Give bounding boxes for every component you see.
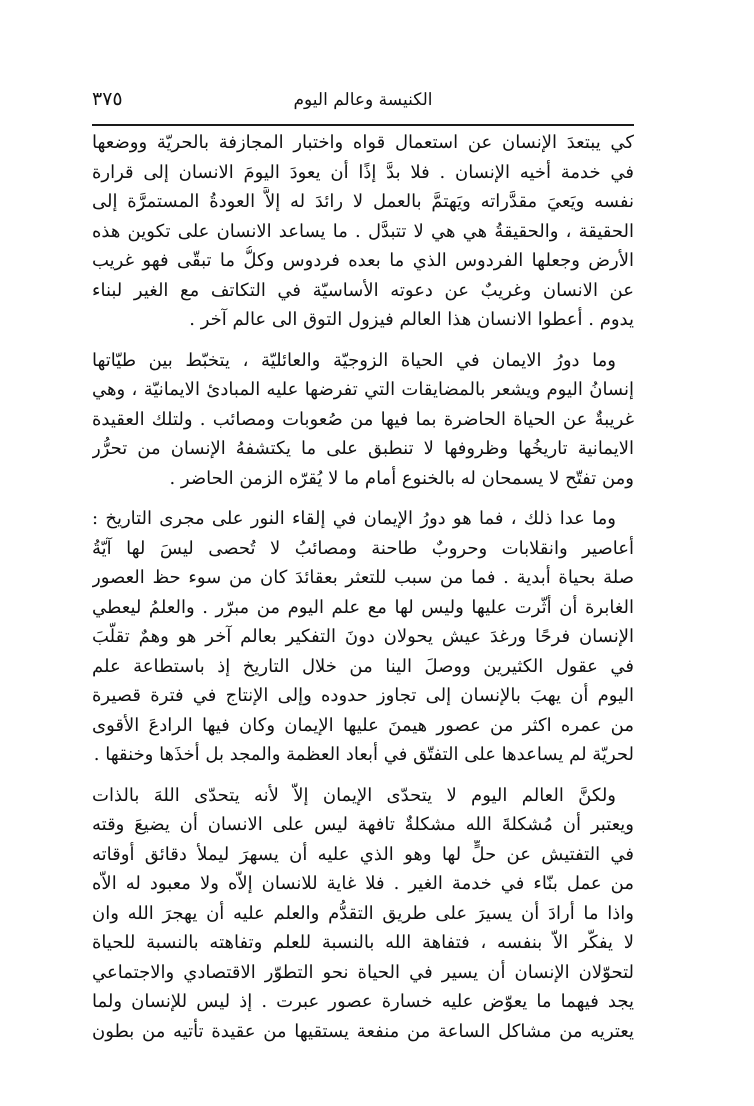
text-line: لتحوّلان الإنسان أن يسير في الحياة نحو التطوّر الاقتصادي والاجتماعي: [92, 961, 634, 983]
text-line: الإنسان فرحًا ورغدَ عيش يحولان دونَ التفكير بعالم آخر هو وهمٌ تقلّبَ: [92, 626, 634, 647]
page-number: ٣٧٥: [92, 88, 123, 110]
text-line: صلة بحياة أبدية . فما من سبب للتعثر بعقائدَ كان من سوء حظ العصور: [92, 567, 634, 588]
text-line: في التفتيش عن حلٍّ لها وهو الذي عليه أن يسهرَ ليملأ دقائق أوقاته: [92, 843, 634, 865]
text-line: إنسانُ اليوم ويشعر بالمضايقات التي تفرضها عليه المبادئ الايمانيّة ، وهي: [92, 379, 634, 400]
text-line: الايمانية تاريخُها وظروفها لا تنطبق على ما يكتشفهُ الإنسان من تحرُّر: [92, 438, 634, 459]
text-line: أعاصير وانقلابات وحروبٌ طاحنة ومصائبُ لا تُحصى ليسَ لها آيّةُ: [92, 537, 634, 559]
text-line: الأرض وجعلها الفردوس الذي ما بعده فردوس وكلُّ ما تبقّى فهو غريب: [92, 250, 634, 271]
text-line: الغابرة أن أثّرت عليها وليس لها مع علم اليوم من مبرّر . والعلمُ ليعطي: [92, 596, 634, 618]
text-line: ومن تفتّح لا يسمحان له بالخنوع أمام ما لا يُقرّه الزمن الحاضر .: [169, 467, 634, 489]
text-line: لا يفكّر الاّ بنفسه ، فتفاهة الله بالنسبة للعلم وتفاهته بالنسبة للحياة: [92, 932, 634, 953]
text-line: ولكنَّ العالم اليوم لا يتحدّى الإيمان إلاّ لأنه يتحدّى اللهَ بالذات: [92, 784, 616, 806]
text-line: لحريّة لم يساعدها على التفتّق في أبعاد العظمة والمجد بل أخذَها وخنقها .: [93, 744, 634, 765]
text-line: وما دورُ الايمان في الحياة الزوجيّة والعائليّة ، يتخبّط بين طيّاتها: [92, 349, 616, 371]
paragraph-1: [92, 128, 634, 335]
text-line: نفسه ويَعيَ مقدَّراته ويَهتمَّ بالعمل لا رائدَ له إلاَّ العودةُ المستمرَّة إلى: [92, 191, 634, 212]
text-line: غريبةٌ عن الحياة الحاضرة بما فيها من صُعوبات ومصائب . ولتلك العقيدة: [92, 408, 634, 430]
text-line: في خدمة أخيه الإنسان . فلا بدَّ إذًا أن يعودَ اليومَ الانسان إلى قرارة: [92, 161, 634, 183]
text-line: يدوم . أعطوا الانسان هذا العالم فيزول التوق الى عالم آخر .: [189, 309, 634, 330]
text-line: اليوم أن يهبَ بالإنسان إلى تجاوز حدوده وإلى الإنتاج في فترة قصيرة: [92, 685, 634, 706]
text-line: ويعتبر أن مُشكلةَ الله مشكلةٌ تافهة ليس على الانسان أن يضيعَ وقته: [92, 814, 634, 835]
text-line: يجد فيهما ما يعوّض عليه خسارة عصور عبرت . إذ ليس للإنسان ولما: [92, 991, 634, 1012]
page-header: [92, 84, 634, 120]
text-line: عن الانسان وغريبٌ عن دعوته الأساسيّة في التكاتف مع الغير لبناء: [92, 279, 634, 301]
page-body: [92, 128, 634, 1057]
text-line: من عمل بنّاء في خدمة الغير . فلا غاية للانسان إلاّه ولا معبود له الاّه: [92, 873, 634, 894]
running-title: الكنيسة وعالم اليوم: [293, 90, 433, 110]
text-line: الحقيقة ، والحقيقةُ هي هي لا تتبدَّل . ما يساعد الانسان على تكوين هذه: [92, 220, 634, 242]
paragraph-3: [92, 504, 634, 770]
text-line: في عقول الكثيرين ووصلَ الينا من خلال التاريخ إذ باستطاعة علم: [92, 655, 634, 677]
text-line: كي يبتعدَ الإنسان عن استعمال قواه واختبار المجازفة بالحريّة ووضعها: [92, 132, 634, 153]
text-line: وما عدا ذلك ، فما هو دورُ الإيمان في إلقاء النور على مجرى التاريخ :: [92, 508, 616, 529]
paragraph-4: [92, 781, 634, 1047]
paragraph-2: [92, 346, 634, 494]
text-line: من عمره اكثر من عصور هيمنَ عليها الإيمان وكان فيها الرادعَ الأقوى: [92, 714, 634, 736]
text-line: واذا ما أرادَ أن يسيرَ على طريق التقدُّم والعلم عليه أن يهجرَ الله وان: [92, 902, 634, 924]
header-rule: [92, 124, 634, 126]
text-line: يعتريه من مشاكل الساعة من منفعة يستقيها من عقيدة تأتيه من بطون: [92, 1020, 634, 1042]
